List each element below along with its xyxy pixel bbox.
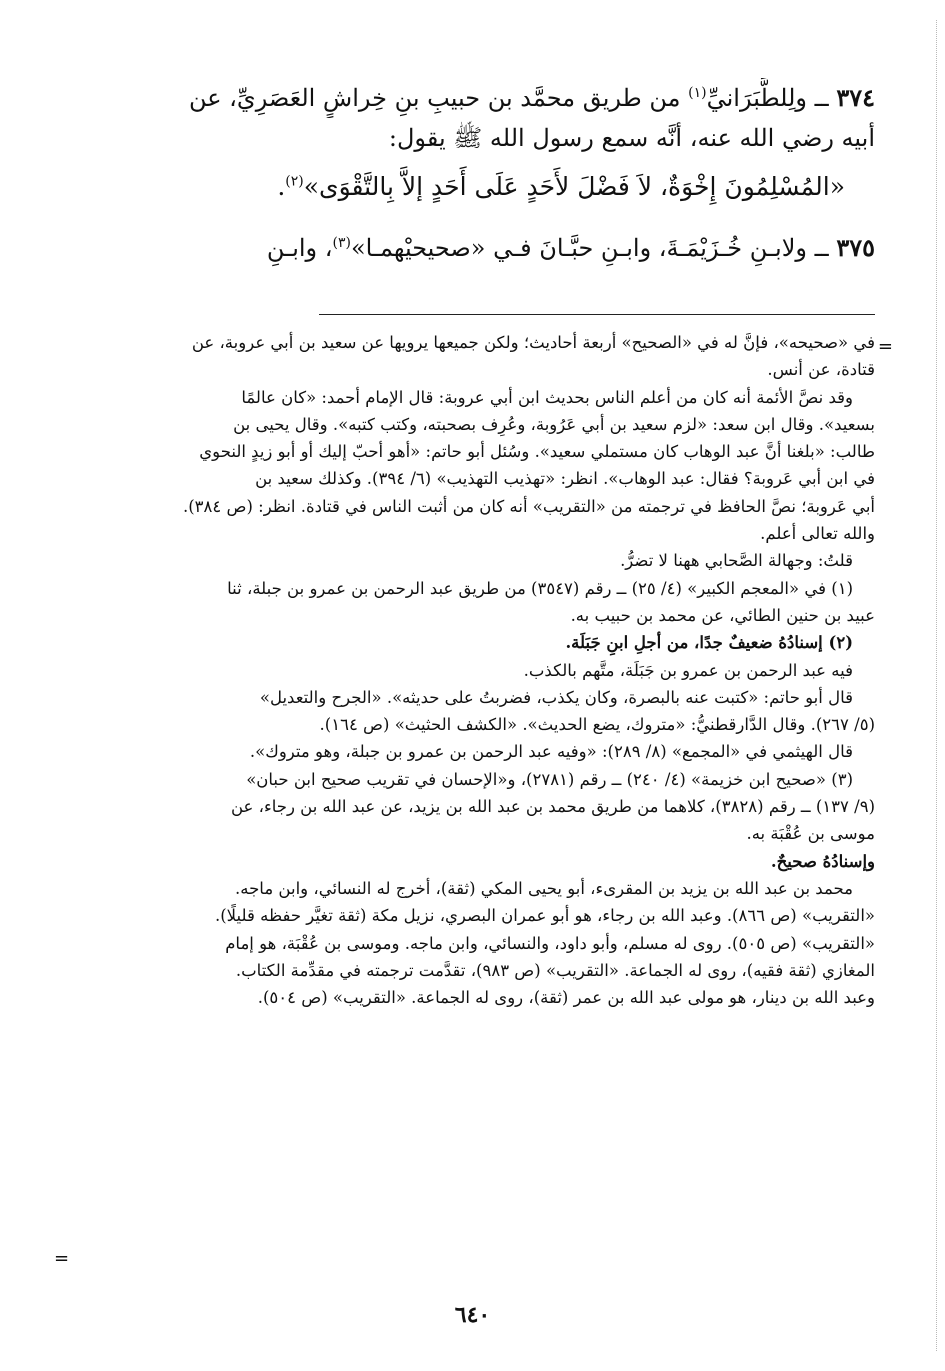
entry-374-line-2: أبيه رضي الله عنه، أنَّه سمع رسول الله ﷺ يقول: [388,124,875,152]
footnote-3-line: «التقريب» (ص ٨٦٦). وعبد الله بن رجاء، هو أبو عمران البصري، نزيل مكة (ثقة تغيَّر حفظه قليلًا). [215,906,875,926]
footnote-3-line: محمد بن عبد الله بن يزيد بن المقرىء، أبو يحيى المكي (ثقة)، أخرج له النسائي، وابن ماجه. [235,878,853,898]
footnote-line: طالب: «بلغنا أنَّ عبد الوهاب كان مستملي سعيد». وسُئل أبو حاتم: «أهو أحبّ إليك أو أبو زيدٍ النحوي [199,442,875,462]
page-edge-dots [934,20,937,1351]
entry-374-chain: من طريق محمَّد بن حبيبِ بنِ خِراشٍ العَصَرِيِّ، عن [188,84,681,112]
footnote-3-line: وإسنادُهُ صحيحٌ. [770,851,875,871]
continuation-marker-top: = [877,336,893,357]
hadith-text [66,164,875,210]
hadith-footnote-ref: (٢) [285,173,304,190]
entry-374-number: ٣٧٤ [836,83,875,112]
footnote-1-line: عبيد بن حنين الطائي، عن محمد بن حبيب به. [570,605,875,625]
footnote-2-line: فيه عبد الرحمن بن عمرو بن جَبَلَة، متَّهم بالكذب. [523,660,853,680]
main-text [66,78,875,268]
footnote-line: في ابن أبي عَروبة؟ فقال: عبد الوهاب». انظر: «تهذيب التهذيب» (٦/ ٣٩٤). وكذلك سعيد بن [255,469,875,489]
footnote-1-line: (١) في «المعجم الكبير» (٤/ ٢٥) ــ رقم (٣٥٤٧) من طريق عبد الرحمن بن عمرو بن جبلة، ثنا [227,578,853,598]
entry-374-footnote-ref: (١) [688,85,707,101]
continuation-marker-bottom: = [54,1248,70,1269]
footnote-2-line: (٢) إسنادُهُ ضعيفٌ جدًا، من أجلِ ابنِ جَبَلَة. [565,633,853,653]
entry-375-line-1 [66,228,875,268]
footnote-3-line: (٣) «صحيح ابن خزيمة» (٤/ ٢٤٠) ــ رقم (٢٧٨١)، و«الإحسان في تقريب صحيح ابن حبان» [246,769,853,789]
entry-375-rest: ، وابـنِ [266,234,333,262]
entry-375-text: ــ ولابـنِ خُـزَيْمَـةَ، وابـنِ حبَّـانَ فـي «صحيحيْهمـا» [350,234,829,262]
footnote-line: بسعيد». وقال ابن سعد: «لزم سعيد بن أبي عَرُوبة، وعُرِف بصحبته، وكتب كتبه». وقال يحيى بن [233,414,875,434]
entry-374-line-1 [66,78,875,118]
hadith-end: . [277,172,286,201]
page-number: ٦٤٠ [454,1302,491,1328]
footnote-2-line: قال أبو حاتم: «كتبت عنه بالبصرة، وكان يكذب، فضربتُ على حديثه». «الجرح والتعديل» [259,687,853,707]
footnote-separator [319,314,875,315]
footnote-2-line: (٥/ ٢٦٧). وقال الدَّارقطنيُّ: «متروك، يضع الحديث». «الكشف الحثيث» (ص ١٦٤). [319,715,875,735]
footnote-3-line: «التقريب» (ص ٥٠٥). روى له مسلم، وأبو داود، والنسائي، وابن ماجه. وموسى بن عُقْبَة، هو إمام [225,933,875,953]
footnotes [66,329,875,1011]
footnote-line: والله تعالى أعلم. [760,524,875,544]
footnote-3-line: (٩/ ١٣٧) ــ رقم (٣٨٢٨)، كلاهما من طريق محمد بن عبد الله بن يزيد، عن عبد الله بن رجاء، عن [230,797,875,817]
entry-374-attribution: ــ ولِلطَّبَرَانيِّ [706,84,829,112]
footnote-line: وقد نصَّ الأئمة أنه كان من أعلم الناس بحديث ابن أبي عروبة: قال الإمام أحمد: «كان عالمًا [241,387,853,407]
hadith-quote: «المُسْلِمُونَ إِخْوَةٌ، لاَ فَضْلَ لأَحَدٍ عَلَى أَحَدٍ إلاَّ بِالتَّقْوَى» [303,172,845,201]
entry-375-number: ٣٧٥ [836,233,875,262]
footnote-3-line: المغازي (ثقة فقيه)، روى له الجماعة. «التقريب» (ص ٩٨٣)، تقدَّمت ترجمته في مقدِّمة الكتاب. [235,960,875,980]
footnote-line: في «صحيحه»، فإنَّ له في «الصحيح» أربعة أحاديث؛ ولكن جميعها يرويها عن سعيد بن أبي عروبة، عن [191,333,875,352]
footnote-3-line: موسى بن عُقْبَة به. [746,824,875,844]
footnote-line: أبي عَروبة؛ نصَّ الحافظ في ترجمته من «التقريب» أنه كان من أثبت الناس في قتادة. انظر: (ص ٣٨٤). [182,496,875,516]
footnote-line: قلتُ: وجهالة الصَّحابي ههنا لا تضرُّ. [620,551,853,571]
footnote-3-line: وعبد الله بن دينار، هو مولى عبد الله بن عمر (ثقة)، روى له الجماعة. «التقريب» (ص ٥٠٤). [257,988,875,1008]
footnote-line: قتادة، عن أنس. [767,360,875,380]
entry-375-footnote-ref: (٣) [332,235,351,251]
footnote-2-line: قال الهيثمي في «المجمع» (٨/ ٢٨٩): «وفيه عبد الرحمن بن عمرو بن جبلة، وهو متروك». [249,742,853,762]
